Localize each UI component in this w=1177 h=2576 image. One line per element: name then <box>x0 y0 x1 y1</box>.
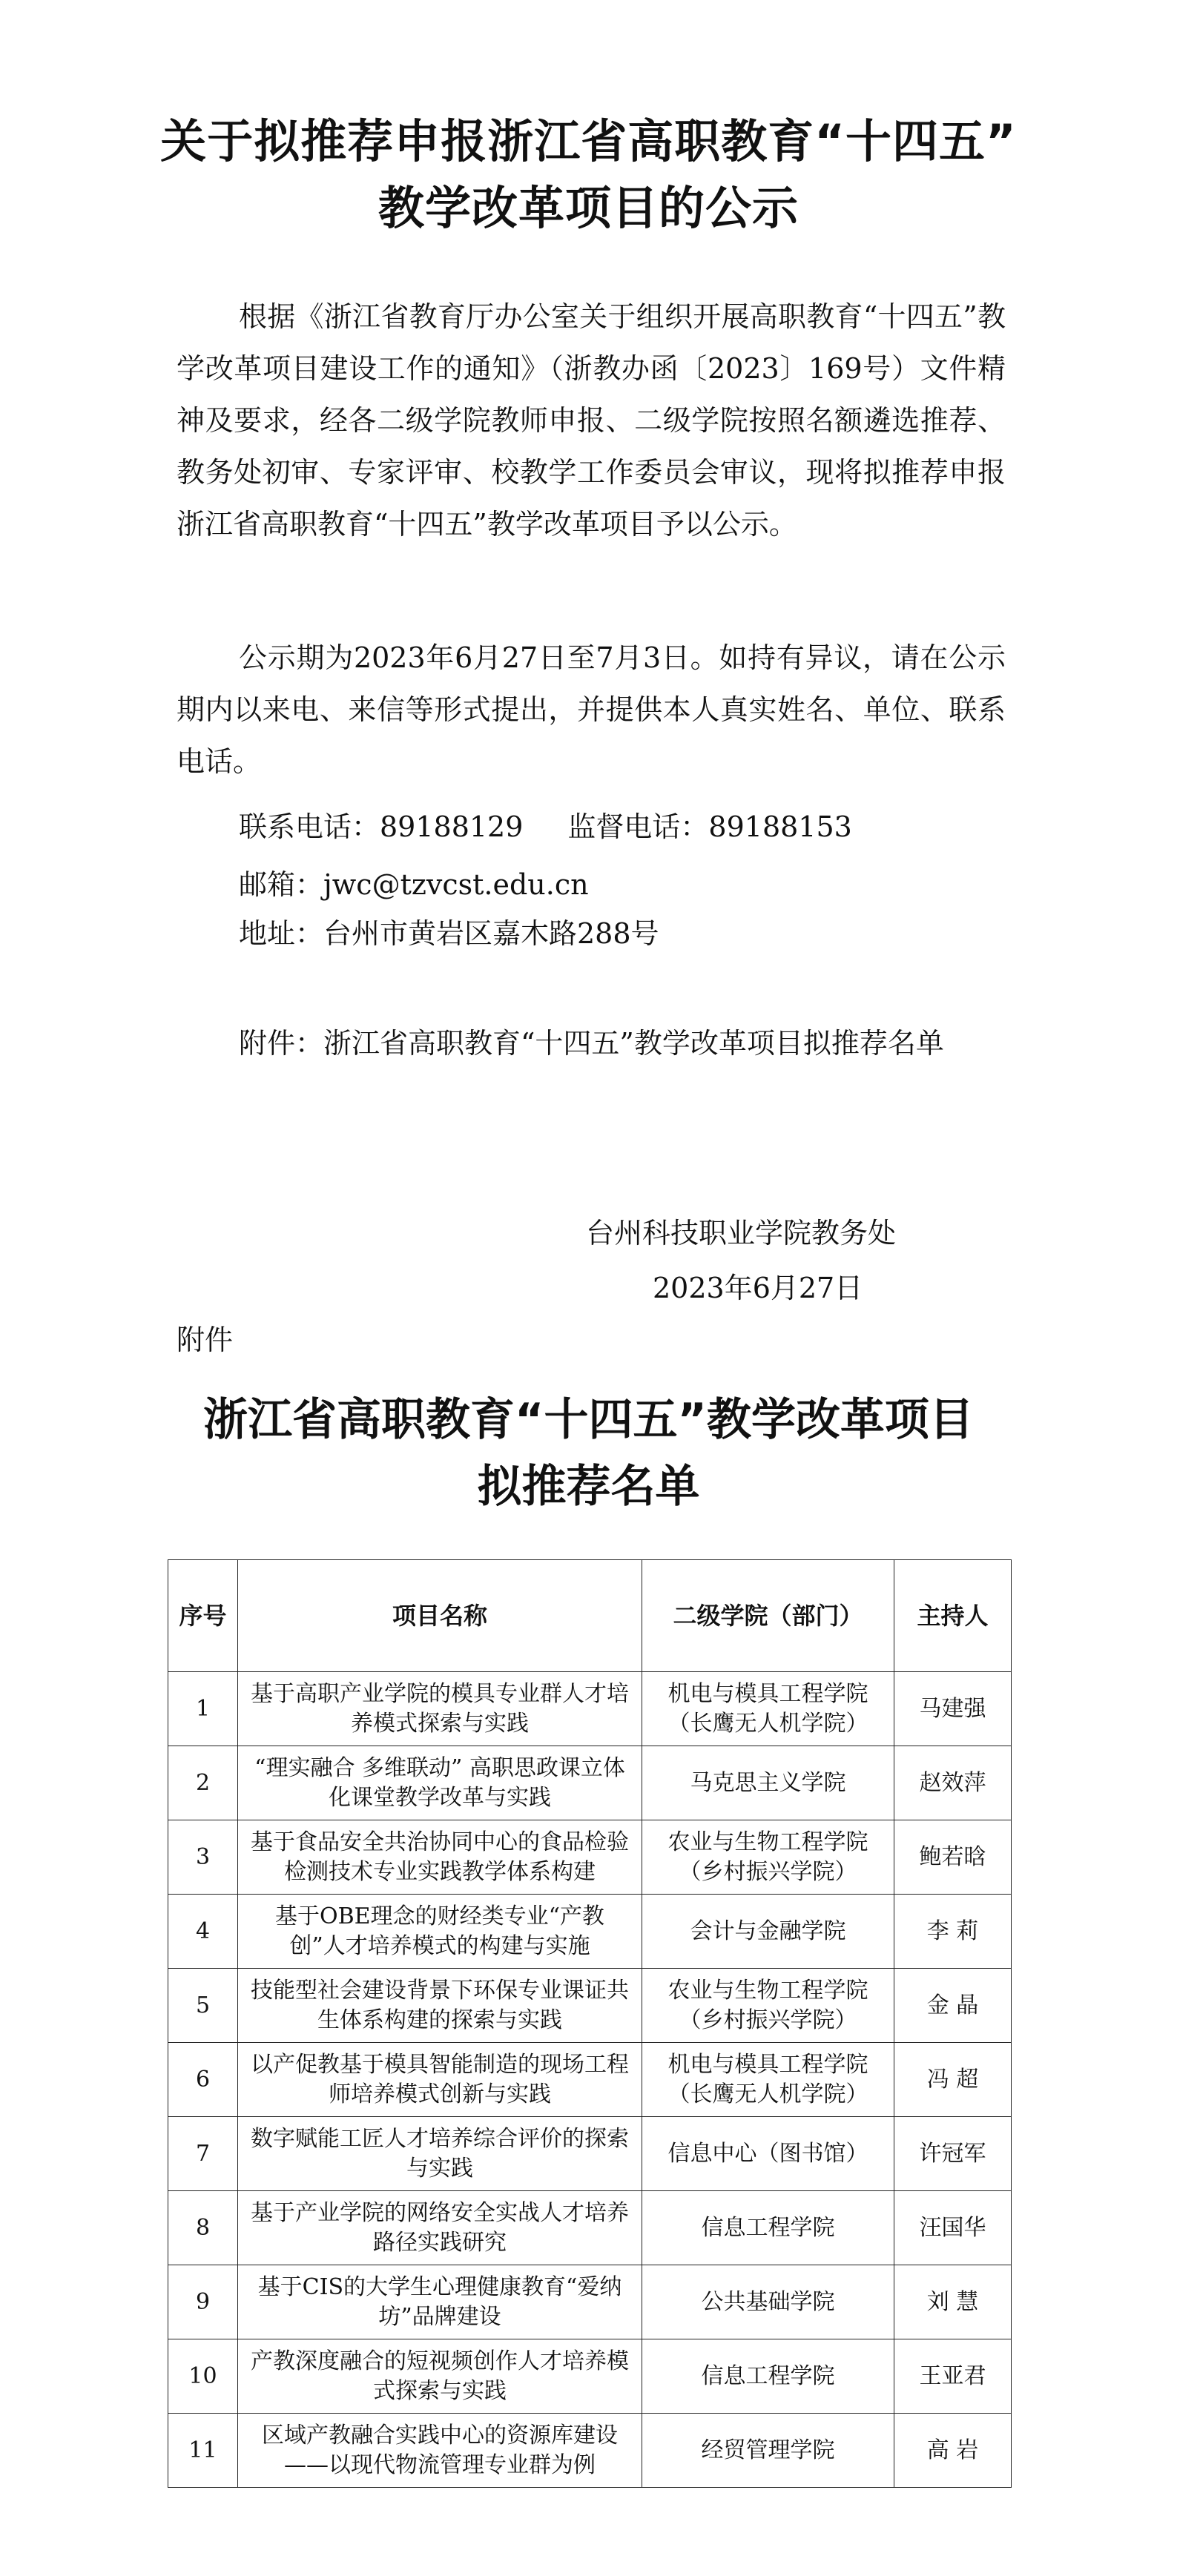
cell-college: 马克思主义学院 <box>642 1746 894 1820</box>
cell-no: 5 <box>168 1969 238 2043</box>
header-college: 二级学院（部门） <box>642 1560 894 1672</box>
cell-college: 公共基础学院 <box>642 2265 894 2339</box>
notice-paragraph-2 <box>177 632 1006 787</box>
cell-no: 4 <box>168 1895 238 1969</box>
cell-college: 经贸管理学院 <box>642 2414 894 2488</box>
table-header-row <box>168 1560 1012 1672</box>
cell-no: 3 <box>168 1820 238 1895</box>
signature-date: 2023年6月27日 <box>653 1272 863 1304</box>
table-body <box>168 1672 1012 2488</box>
cell-project: 基于食品安全共治协同中心的食品检验检测技术专业实践教学体系构建 <box>238 1820 642 1895</box>
cell-no: 2 <box>168 1746 238 1820</box>
table-row <box>168 1895 1012 1969</box>
cell-college: 信息工程学院 <box>642 2191 894 2265</box>
table-row <box>168 2339 1012 2414</box>
cell-host: 马建强 <box>894 1672 1012 1746</box>
header-host: 主持人 <box>894 1560 1012 1672</box>
cell-college: 信息工程学院 <box>642 2339 894 2414</box>
email-line: 邮箱：jwc@tzvcst.edu.cn <box>239 868 589 901</box>
cell-no: 1 <box>168 1672 238 1746</box>
table-row <box>168 2191 1012 2265</box>
cell-host: 许冠军 <box>894 2117 1012 2191</box>
cell-no: 9 <box>168 2265 238 2339</box>
project-table <box>168 1559 1012 2488</box>
notice-paragraph-1 <box>177 291 1006 550</box>
cell-college: 机电与模具工程学院（长鹰无人机学院） <box>642 1672 894 1746</box>
signature-org: 台州科技职业学院教务处 <box>586 1217 897 1249</box>
cell-host: 高 岩 <box>894 2414 1012 2488</box>
table-row <box>168 2043 1012 2117</box>
table-row <box>168 2414 1012 2488</box>
cell-college: 信息中心（图书馆） <box>642 2117 894 2191</box>
cell-host: 刘 慧 <box>894 2265 1012 2339</box>
cell-host: 王亚君 <box>894 2339 1012 2414</box>
table-row <box>168 2117 1012 2191</box>
cell-no: 6 <box>168 2043 238 2117</box>
cell-project: 技能型社会建设背景下环保专业课证共生体系构建的探索与实践 <box>238 1969 642 2043</box>
header-project: 项目名称 <box>238 1560 642 1672</box>
cell-college: 农业与生物工程学院（乡村振兴学院） <box>642 1969 894 2043</box>
cell-no: 8 <box>168 2191 238 2265</box>
cell-college: 机电与模具工程学院（长鹰无人机学院） <box>642 2043 894 2117</box>
cell-no: 11 <box>168 2414 238 2488</box>
table-row <box>168 1820 1012 1895</box>
table-row <box>168 1746 1012 1820</box>
cell-project: 产教深度融合的短视频创作人才培养模式探索与实践 <box>238 2339 642 2414</box>
header-no: 序号 <box>168 1560 238 1672</box>
notice-title-line1: 关于拟推荐申报浙江省高职教育“十四五” <box>160 114 1017 168</box>
notice-title-line2: 教学改革项目的公示 <box>378 181 799 235</box>
cell-host: 汪国华 <box>894 2191 1012 2265</box>
cell-host: 李 莉 <box>894 1895 1012 1969</box>
cell-project: 数字赋能工匠人才培养综合评价的探索与实践 <box>238 2117 642 2191</box>
cell-host: 冯 超 <box>894 2043 1012 2117</box>
cell-host: 鲍若晗 <box>894 1820 1012 1895</box>
table-row <box>168 1672 1012 1746</box>
contact-phone: 联系电话：89188129 <box>239 810 524 843</box>
table-row <box>168 1969 1012 2043</box>
cell-host: 赵效萍 <box>894 1746 1012 1820</box>
cell-no: 7 <box>168 2117 238 2191</box>
cell-college: 会计与金融学院 <box>642 1895 894 1969</box>
paragraph-text: 根据《浙江省教育厅办公室关于组织开展高职教育“十四五”教学改革项目建设工作的通知》（浙教办函〔2023〕169号）文件精神及要求，经各二级学院教师申报、二级学院按照名额遴选推荐、教务处初审、专家评审、校教学工作委员会审议，现将拟推荐申报浙江省高职教育“十四五”教学改革项目予以公示。 <box>177 300 1006 541</box>
cell-project: 基于CIS的大学生心理健康教育“爱纳坊”品牌建设 <box>238 2265 642 2339</box>
paragraph-text: 公示期为2023年6月27日至7月3日。如持有异议，请在公示期内以来电、来信等形式提出，并提供本人真实姓名、单位、联系电话。 <box>177 641 1006 778</box>
attachment-note: 附件：浙江省高职教育“十四五”教学改革项目拟推荐名单 <box>239 1027 944 1060</box>
address-line: 地址：台州市黄岩区嘉木路288号 <box>239 917 659 950</box>
cell-college: 农业与生物工程学院（乡村振兴学院） <box>642 1820 894 1895</box>
cell-host: 金 晶 <box>894 1969 1012 2043</box>
supervise-phone: 监督电话：89188153 <box>567 810 852 843</box>
list-title-line2: 拟推荐名单 <box>477 1461 700 1513</box>
cell-project: 基于高职产业学院的模具专业群人才培养模式探索与实践 <box>238 1672 642 1746</box>
list-title-line1: 浙江省高职教育“十四五”教学改革项目 <box>203 1394 974 1446</box>
attachment-label: 附件 <box>177 1324 234 1356</box>
cell-project: 基于产业学院的网络安全实战人才培养路径实践研究 <box>238 2191 642 2265</box>
contact-line <box>239 810 852 843</box>
cell-project: 区域产教融合实践中心的资源库建设——以现代物流管理专业群为例 <box>238 2414 642 2488</box>
cell-project: 以产促教基于模具智能制造的现场工程师培养模式创新与实践 <box>238 2043 642 2117</box>
cell-no: 10 <box>168 2339 238 2414</box>
cell-project: 基于OBE理念的财经类专业“产教创”人才培养模式的构建与实施 <box>238 1895 642 1969</box>
table-row <box>168 2265 1012 2339</box>
cell-project: “理实融合 多维联动” 高职思政课立体化课堂教学改革与实践 <box>238 1746 642 1820</box>
